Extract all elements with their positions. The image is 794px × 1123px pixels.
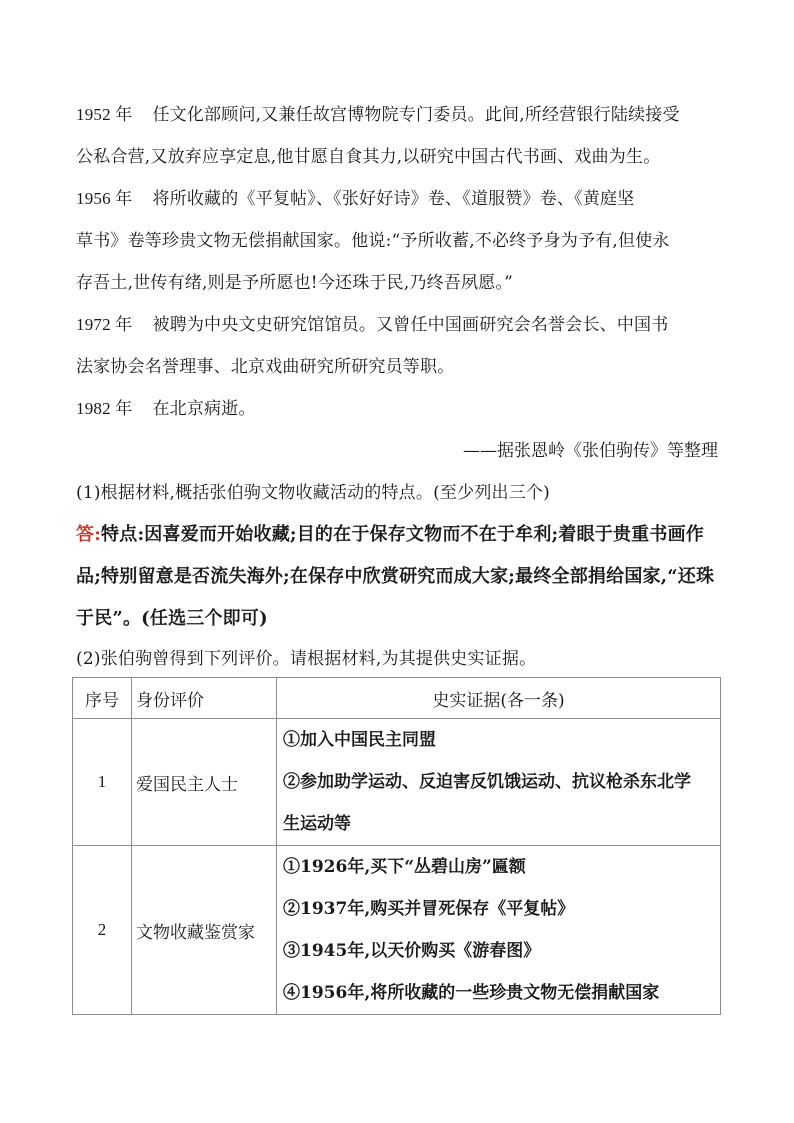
answer-1-line-1 (76, 524, 726, 546)
timeline-text: 存吾土,世传有绪,则是予所愿也!今还珠于民,乃终吾夙愿。” (76, 273, 514, 293)
row-evidence (277, 846, 721, 1015)
row-number: 2 (73, 846, 132, 1015)
evidence-item: 生运动等 (283, 814, 351, 834)
timeline-text: 被聘为中央文史研究馆馆员。又曾任中国画研究会名誉会长、中国书 (152, 315, 669, 335)
timeline-text: 草书》卷等珍贵文物无偿捐献国家。他说:“予所收蓄,不必终予身为予有,但使永 (76, 231, 670, 251)
answer-1-line-2: 品;特别留意是否流失海外;在保存中欣赏研究而成大家;最终全部捐给国家,“还珠 (76, 566, 715, 587)
evidence-item: ②1937年,购买并冒死保存《平复帖》 (283, 899, 575, 919)
timeline-year: 1982 年 (76, 399, 133, 418)
evidence-item: ③1945年,以天价购买《游春图》 (283, 941, 541, 961)
timeline-year: 1972 年 (76, 315, 133, 334)
timeline-text: 任文化部顾问,又兼任故宫博物院专门委员。此间,所经营银行陆续接受 (152, 105, 680, 125)
source-citation: ——据张恩岭《张伯驹传》等整理 (463, 441, 718, 461)
row-evidence (277, 719, 721, 846)
timeline-entry-1952 (76, 104, 726, 126)
timeline-entry-1956 (76, 188, 726, 210)
header-number: 序号 (73, 678, 132, 719)
evidence-item: ②参加助学运动、反迫害反饥饿运动、抗议枪杀东北学 (283, 772, 691, 792)
question-2: (2)张伯驹曾得到下列评价。请根据材料,为其提供史实证据。 (76, 649, 537, 669)
timeline-year: 1952 年 (76, 105, 133, 124)
timeline-text: 法家协会名誉理事、北京戏曲研究所研究员等职。 (76, 357, 455, 377)
timeline-entry-1972 (76, 314, 726, 336)
timeline-text: 公私合营,又放弃应享定息,他甘愿自食其力,以研究中国古代书画、戏曲为生。 (76, 147, 661, 167)
header-evidence: 史实证据(各一条) (277, 678, 721, 719)
evidence-table (72, 677, 721, 1015)
row-number: 1 (73, 719, 132, 846)
answer-text: 特点:因喜爱而开始收藏;目的在于保存文物而不在于牟利;着眼于贵重书画作 (101, 524, 704, 545)
answer-label: 答: (76, 524, 102, 545)
row-role: 文物收藏鉴赏家 (132, 846, 277, 1015)
answer-1-line-3: 于民”。(任选三个即可) (76, 608, 268, 629)
timeline-entry-1982 (76, 398, 726, 420)
evidence-item: ①加入中国民主同盟 (283, 730, 436, 750)
timeline-year: 1956 年 (76, 189, 133, 208)
row-role: 爱国民主人士 (132, 719, 277, 846)
question-1: (1)根据材料,概括张伯驹文物收藏活动的特点。(至少列出三个) (76, 483, 550, 503)
table-row (73, 846, 721, 1015)
timeline-text: 在北京病逝。 (152, 399, 256, 419)
evidence-item: ①1926年,买下“丛碧山房”匾额 (283, 857, 526, 877)
timeline-text: 将所收藏的《平复帖》、《张好好诗》卷、《道服赞》卷、《黄庭坚 (152, 189, 635, 209)
evidence-item: ④1956年,将所收藏的一些珍贵文物无偿捐献国家 (283, 983, 660, 1003)
table-header-row (73, 678, 721, 719)
table-row (73, 719, 721, 846)
header-role: 身份评价 (132, 678, 277, 719)
